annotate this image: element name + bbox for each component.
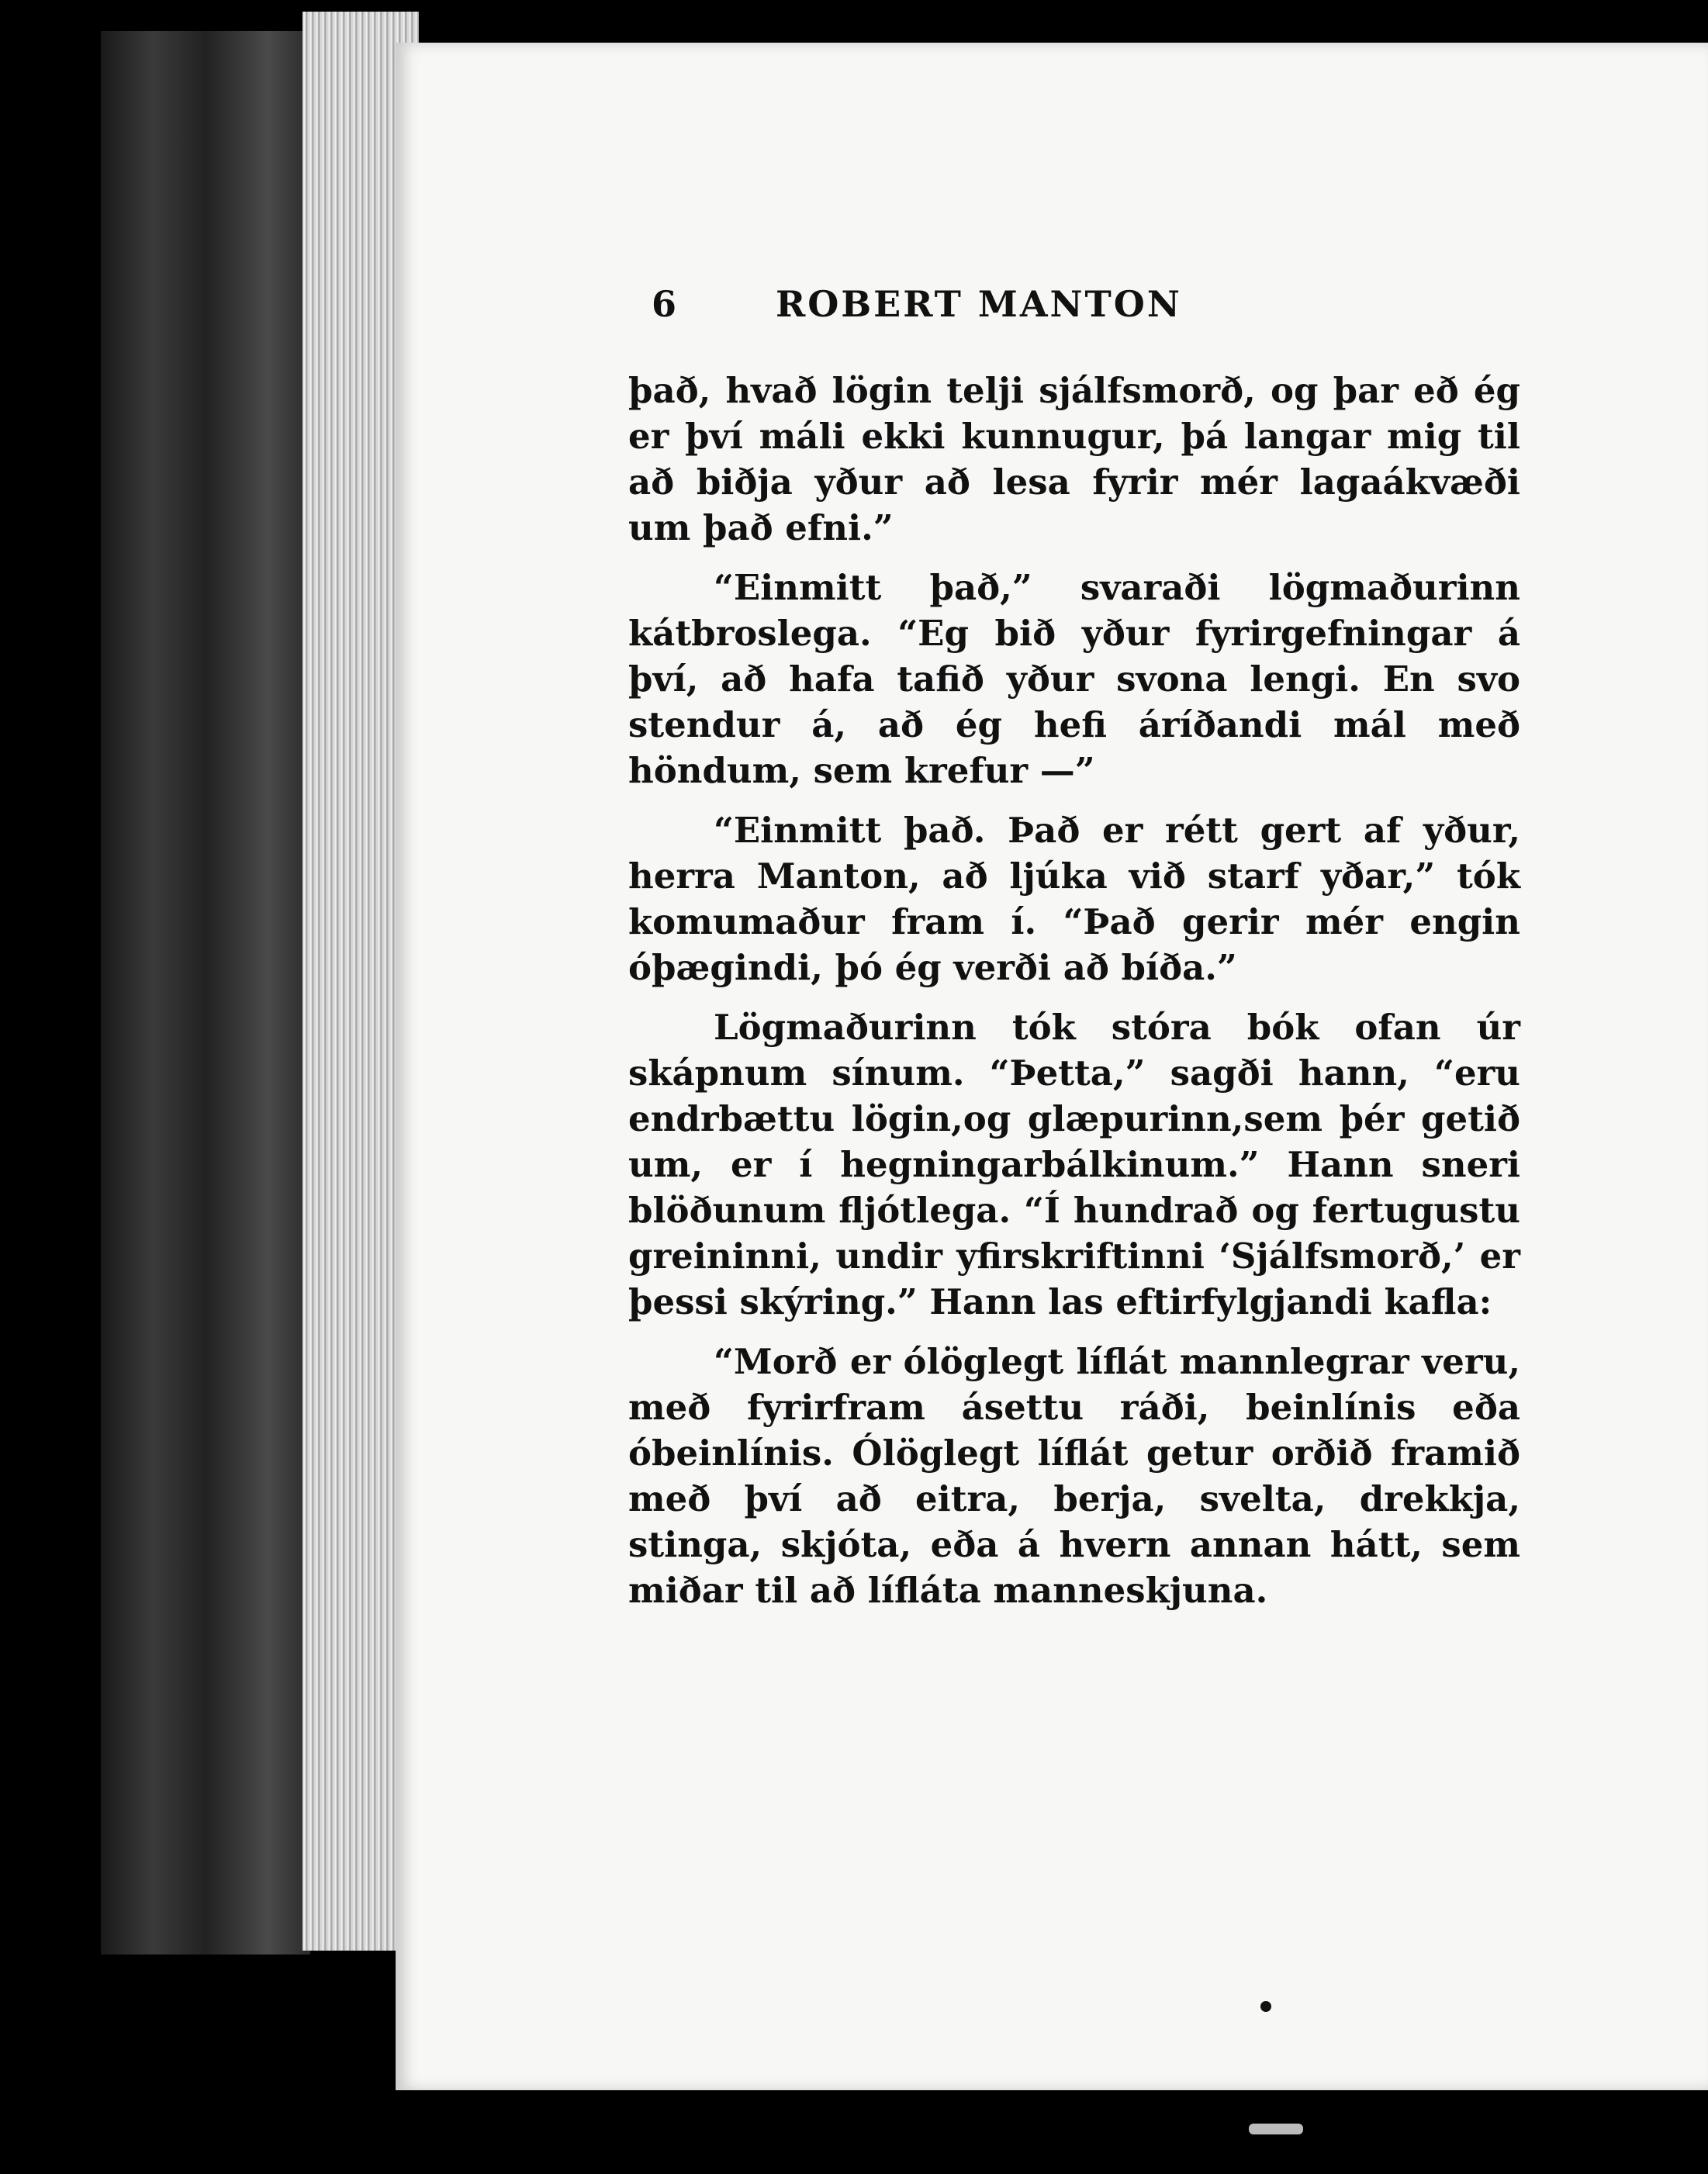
paragraph: “Einmitt það. Það er rétt gert af yður, herra Manton, að ljúka við starf yðar,” tók komumaður fram í. “Það gerir mér engin óþægindi, þó ég verði að bíða.” (628, 810, 1520, 988)
paragraph: það, hvað lögin telji sjálfsmorð, og þar eð ég er því máli ekki kunnugur, þá langar mig til að biðja yður að lesa fyrir mér lagaákvæði um það efni.” (628, 370, 1520, 548)
book-spine (101, 31, 310, 1955)
running-head (628, 283, 1520, 325)
page-number: 6 (652, 283, 679, 325)
book-page (396, 43, 1708, 2090)
scan-smudge (1249, 2124, 1303, 2134)
paragraph: Lögmaðurinn tók stóra bók ofan úr skápnum sínum. “Þetta,” sagði hann, “eru endrbættu lögin,og glæpurinn,sem þér getið um, er í hegningarbálkinum.” Hann sneri blöðunum fljótlega. “Í hundrað og fertugustu greininni, undir yfirskriftinni ‘Sjálfsmorð,’ er þessi skýring.” Hann las eftirfylgjandi kafla: (628, 1007, 1520, 1322)
paragraph: “Einmitt það,” svaraði lögmaðurinn kátbroslega. “Eg bið yður fyrirgefningar á því, að hafa tafið yður svona lengi. En svo stendur á, að ég hefi áríðandi mál með höndum, sem krefur —” (628, 567, 1520, 791)
running-title: ROBERT MANTON (776, 283, 1182, 325)
page-text-block (628, 283, 1520, 1627)
paragraph: “Morð er ólöglegt líflát mannlegrar veru, með fyrirfram ásettu ráði, beinlínis eða óbeinlínis. Ólöglegt líflát getur orðið framið með því að eitra, berja, svelta, drekkja, stinga, skjóta, eða á hvern annan hátt, sem miðar til að lífláta manneskjuna. (628, 1341, 1520, 1611)
print-mark (1260, 2001, 1271, 2012)
